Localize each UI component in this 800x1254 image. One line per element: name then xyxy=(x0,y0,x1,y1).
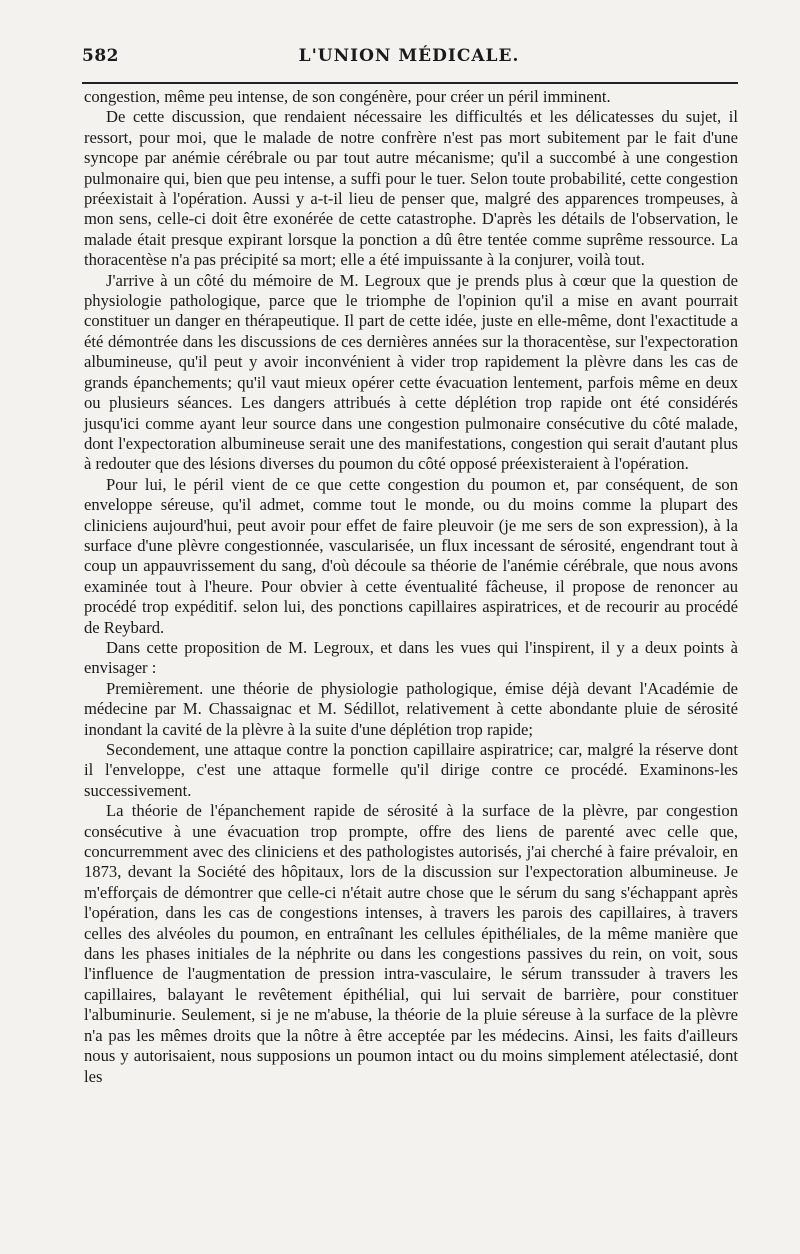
paragraph: Dans cette proposition de M. Legroux, et dans les vues qui l'inspirent, il y a deux points à envisager : xyxy=(84,637,738,678)
paragraph: congestion, même peu intense, de son congénère, pour créer un péril imminent. xyxy=(84,87,611,106)
body-text xyxy=(84,87,738,1087)
paragraph: De cette discussion, que rendaient nécessaire les difficultés et les délicatesses du sujet, il ressort, pour moi, que le malade de notre confrère n'est pas mort subitement par le fait d'une syncope par anémie cérébrale ou par tout autre mécanisme; qu'il a succombé à une congestion pulmonaire qui, bien que peu intense, a suffi pour le tuer. Selon toute probabilité, cette congestion préexistait à l'opération. Aussi y a-t-il lieu de penser que, malgré des apparences trompeuses, à mon sens, celle-ci doit être exonérée de cette catastrophe. D'après les détails de l'observation, le malade était presque expirant lorsque la ponction a dû être tentée comme suprême ressource. La thoracentèse n'a pas précipité sa mort; elle a été impuissante à la conjurer, voilà tout. xyxy=(84,107,738,270)
paragraph: Premièrement. une théorie de physiologie pathologique, émise déjà devant l'Académie de médecine par M. Chassaignac et M. Sédillot, relativement à cette abondante pluie de sérosité inondant la cavité de la plèvre à la suite d'une déplétion trop rapide; xyxy=(84,678,738,739)
header-rule xyxy=(82,82,738,84)
page-header xyxy=(82,44,736,72)
paragraph: Pour lui, le péril vient de ce que cette congestion du poumon et, par conséquent, de son enveloppe séreuse, qu'il admet, comme tout le monde, ou du moins comme la plupart des cliniciens aujourd'hui, peut avoir pour effet de faire pleuvoir (je me sers de son expression), à la surface d'une plèvre congestionnée, vascularisée, un flux incessant de sérosité, engendrant tout à coup un appauvrissement du sang, d'où découle sa théorie de l'anémie cérébrale, que nous avons examinée tout à l'heure. Pour obvier à cette éventualité fâcheuse, il propose de renoncer au procédé trop expéditif. selon lui, des ponctions capillaires aspiratrices, et de recourir au procédé de Reybard. xyxy=(84,474,738,637)
paragraph: Secondement, une attaque contre la ponction capillaire aspiratrice; car, malgré la réserve dont il l'enveloppe, c'est une attaque formelle qu'il dirige contre ce procédé. Examinons-les successivement. xyxy=(84,740,738,800)
paragraph: La théorie de l'épanchement rapide de sérosité à la surface de la plèvre, par congestion consécutive à une évacuation trop prompte, offre des liens de parenté avec celle que, concurremment avec des cliniciens et des pathologistes autorisés, j'ai cherché à faire prévaloir, en 1873, devant la Société des hôpitaux, lors de la discussion sur l'expectoration albumineuse. Je m'efforçais de démontrer que celle-ci n'était autre chose que le sérum du sang s'échappant après l'opération, dans les cas de congestions intenses, à travers les parois des capillaires, à travers celles des alvéoles du poumon, en entraînant les cellules épithéliales, de la même manière que dans les phases initiales de la néphrite ou dans les congestions passives du rein, on voit, sous l'influence de l'augmentation de pression intra-vasculaire, le sérum transsuder à travers les capillaires, balayant le revêtement épithélial, qui lui servait de barrière, pour constituer l'albuminurie. Seulement, si je ne m'abuse, la théorie de la pluie séreuse à la surface de la plèvre n'a pas les mêmes droits que la nôtre à être acceptée par les médecins. Ainsi, les faits d'ailleurs nous y autorisaient, nous supposions un poumon intact ou du moins simplement atélectasié, dont les xyxy=(84,801,738,1086)
running-title: L'UNION MÉDICALE. xyxy=(298,46,520,66)
page-number: 582 xyxy=(82,46,119,66)
paragraph: J'arrive à un côté du mémoire de M. Legroux que je prends plus à cœur que la question de physiologie pathologique, parce que le triomphe de l'opinion qu'il a mise en avant pourrait constituer un danger en thérapeutique. Il part de cette idée, juste en elle-même, dont l'exactitude a été démontrée dans les discussions de ces dernières années sur la thoracentèse, sur l'expectoration albumineuse, qu'il peut y avoir inconvénient à vider trop rapidement la plèvre dans les cas de grands épanchements; qu'il vaut mieux opérer cette évacuation lentement, parfois même en deux ou plusieurs séances. Les dangers attribués à cette déplétion trop rapide ont été considérés jusqu'ici comme ayant leur source dans une congestion pulmonaire consécutive du côté malade, dont l'expectoration albumineuse serait une des manifestations, congestion qui serait d'autant plus à redouter que des lésions diverses du poumon du côté opposé préexisteraient à l'opération. xyxy=(84,270,738,474)
